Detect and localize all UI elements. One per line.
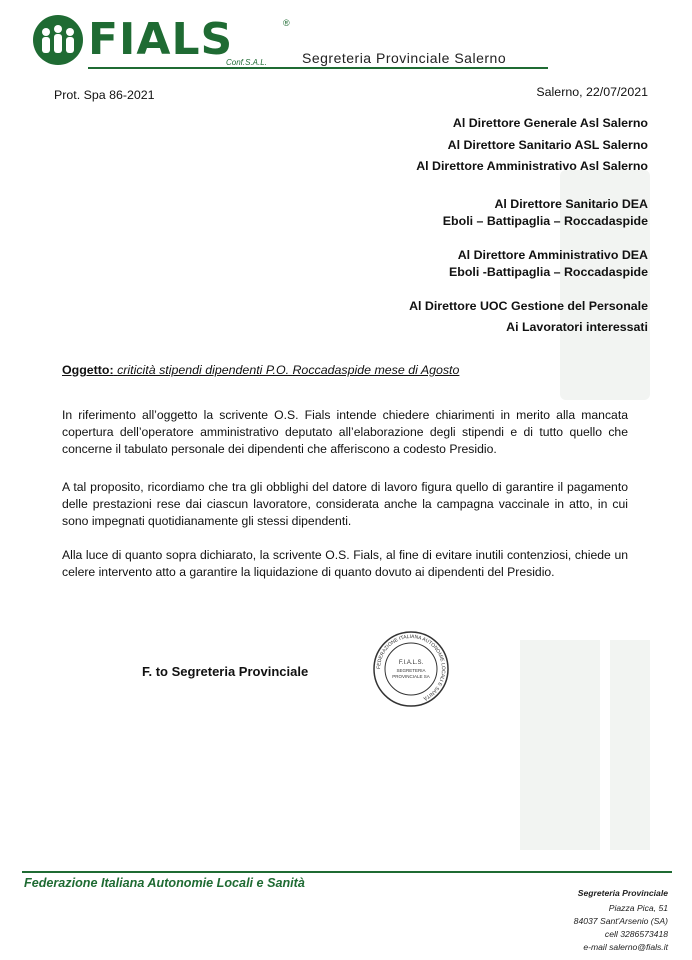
header-rule (88, 67, 548, 69)
protocol-number: Prot. Spa 86-2021 (54, 88, 155, 102)
watermark-shape (520, 640, 600, 850)
recipient: Ai Lavoratori interessati (506, 320, 648, 334)
subject-label: Oggetto: (62, 363, 114, 377)
people-logo-icon (30, 14, 86, 66)
svg-text:F.I.A.L.S.: F.I.A.L.S. (398, 660, 424, 666)
official-stamp (372, 630, 450, 708)
recipient: Eboli – Battipaglia – Roccadaspide (442, 214, 648, 228)
recipient: Eboli -Battipaglia – Roccadaspide (449, 265, 648, 279)
recipient: Al Direttore Sanitario DEA (494, 197, 648, 211)
recipient: Al Direttore Amministrativo DEA (457, 248, 648, 262)
svg-text:SEGRETERIA: SEGRETERIA (396, 668, 426, 673)
svg-text:PROVINCIALE SA: PROVINCIALE SA (392, 674, 430, 679)
footer-address-line: Segreteria Provinciale (577, 888, 668, 898)
footer-rule (22, 871, 672, 873)
footer-address-line: cell 3286573418 (604, 929, 668, 939)
body-paragraph: Alla luce di quanto sopra dichiarato, la scrivente O.S. Fials, al fine di evitare inutili contenziosi, chiede un celere intervento atto a garantire la liquidazione di quanto dovuto ai dipendenti del Presidio. (62, 548, 628, 579)
body-paragraph: A tal proposito, ricordiamo che tra gli obblighi del datore di lavoro figura quello di garantire il pagamento delle prestazioni rese dai ciascun lavoratore, considerata anche la campagna vaccinale in atto, in cui sono impegnati quotidianamente gli stessi dipendenti. (62, 480, 628, 528)
watermark-shape (610, 640, 650, 850)
body-paragraph: In riferimento all’oggetto la scrivente O.S. Fials intende chiedere chiarimenti in merito alla mancata copertura dell’operatore amministrativo deputato all’elaborazione degli stipendi e di tutto quello che concerne il tabulato personale dei dipendenti che afferiscono a codesto Presidio. (62, 408, 628, 456)
footer-address-line: 84037 Sant'Arsenio (SA) (573, 916, 668, 926)
registered-mark: ® (283, 18, 290, 28)
signature-line: F. to Segreteria Provinciale (142, 664, 309, 679)
footer-organization: Federazione Italiana Autonomie Locali e Sanità (24, 876, 305, 890)
subject-text: criticità stipendi dipendenti P.O. Roccadaspide mese di Agosto (117, 363, 460, 377)
office-title: Segreteria Provinciale Salerno (302, 50, 507, 66)
svg-text:FEDERAZIONE ITALIANA AUTONOMIE: FEDERAZIONE ITALIANA AUTONOMIE LOCALI E SANITÀ (375, 633, 447, 702)
recipient: Al Direttore UOC Gestione del Personale (409, 299, 648, 313)
footer-email[interactable]: e-mail salerno@fials.it (583, 942, 668, 952)
recipient: Al Direttore Sanitario ASL Salerno (447, 138, 648, 152)
brand-logo: FIALS (88, 14, 234, 65)
place-date: Salerno, 22/07/2021 (536, 85, 648, 99)
recipient: Al Direttore Amministrativo Asl Salerno (416, 159, 648, 173)
recipient: Al Direttore Generale Asl Salerno (452, 116, 648, 130)
footer-address-line: Piazza Pica, 51 (608, 903, 668, 913)
subject-line (62, 363, 459, 377)
logo-subtitle: Conf.S.A.L. (226, 58, 267, 67)
